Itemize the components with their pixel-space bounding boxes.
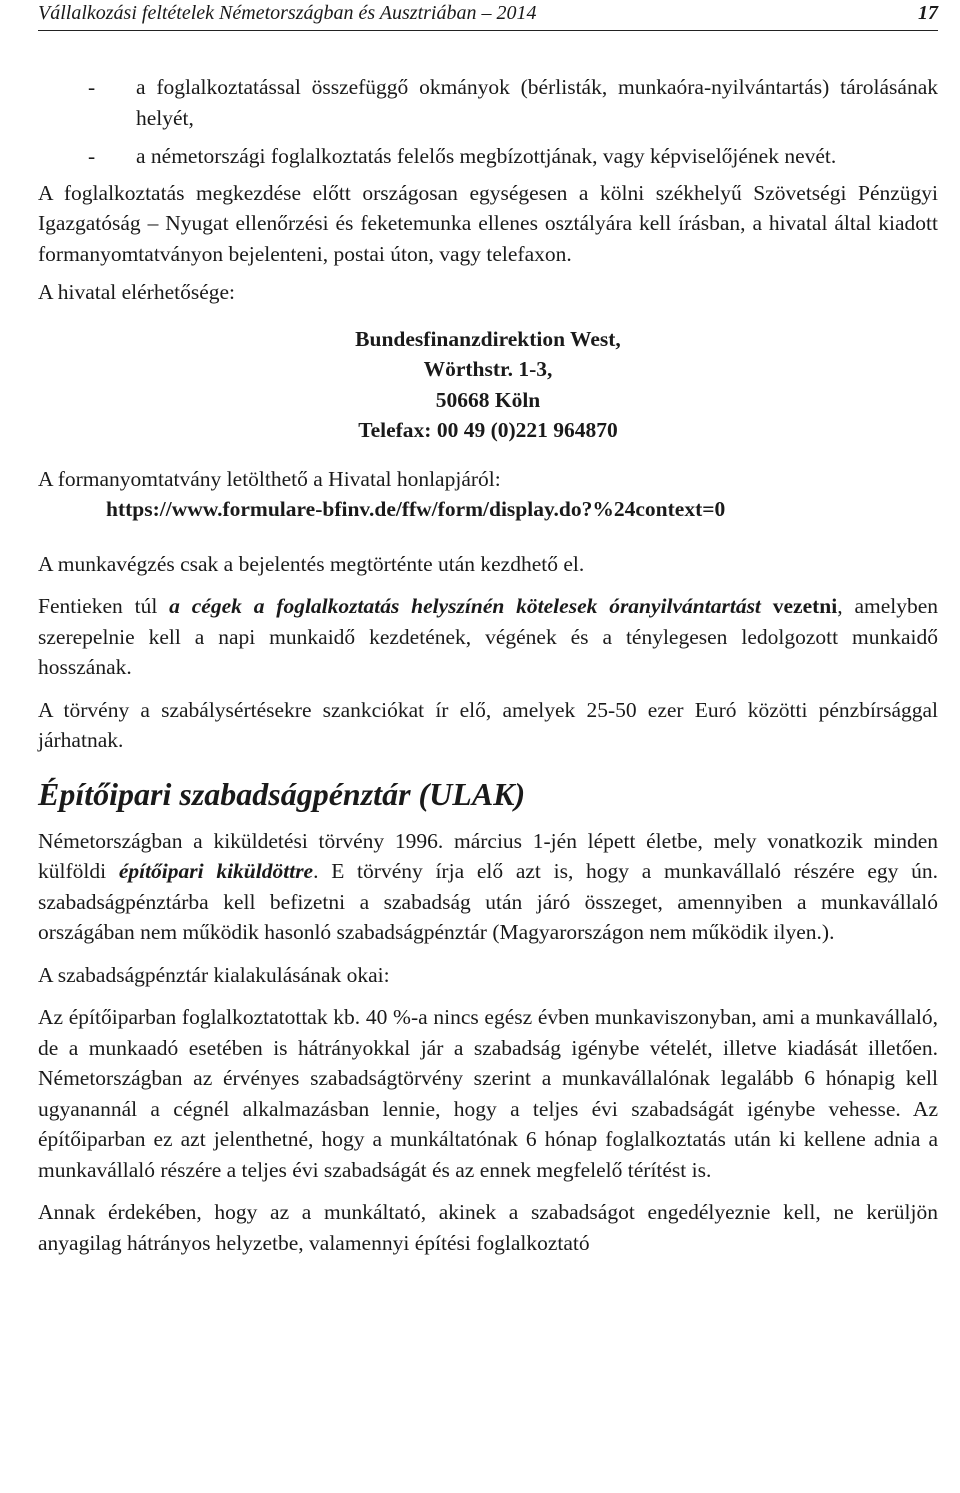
list-item-text: a foglalkoztatással összefüggő okmányok (bérlisták, munkaóra-nyilvántartás) tárolásának helyét, (136, 75, 938, 130)
bullet-dash: - (88, 144, 96, 168)
paragraph-registration: A foglalkoztatás megkezdése előtt országosan egységesen a kölni székhelyű Szövetségi Pénzügyi Igazgatóság – Nyugat ellenőrzési és feketemunka ellenes osztályára kell írásban, a hivatal által kiadott formanyomtatványon bejelenteni, postai úton, vagy telefaxon. (38, 180, 938, 266)
page-header (38, 0, 938, 31)
reasons-label: A szabadságpénztár kialakulásának okai: (38, 962, 390, 987)
header-title: Vállalkozási feltételek Németországban és Ausztriában – 2014 (38, 2, 537, 24)
list-item (38, 141, 938, 172)
page-number: 17 (918, 2, 938, 24)
text-post: , amelyben szerepelnie kell a napi munkaidő kezdetének, végének és a ténylegesen ledolgozott munkaidő hosszának. (38, 594, 939, 679)
address-block (38, 324, 938, 446)
text-post: . E törvény írja elő azt is, hogy a munkavállaló részére egy ún. szabadságpénztárba kell befizetni a szabadság után járó összeget, amennyiben a munkavállaló országában nem működik hasonló szabadságpénztár (Magyarországon nem működik ilyen.). (38, 859, 938, 944)
text-pre: Németországban a kiküldetési törvény 1996. március 1-jén lépett életbe, mely vonatkozik minden külföldi (38, 828, 938, 883)
bullet-dash: - (88, 75, 96, 99)
form-url-link[interactable]: https://www.formulare-bfinv.de/ffw/form/display.do?%24context=0 (106, 497, 726, 521)
paragraph-reasons: Az építőiparban foglalkoztatottak kb. 40 %-a nincs egész évben munkaviszonyban, ami a munkavállaló, de a munkaadó esetében is hátrányokkal jár a szabadság igénybe vételét, illetve kiadását illetően. Németországban az érvényes szabadságtörvény szerint a munkavállalónak legalább 6 hónapig kell ugyanannál a cégnél alkalmazásban lennie, hogy a teljes évi szabadságát igénybe vehesse. Az építőiparban ez azt jelenthetné, hogy a munkáltatónak 6 hónap foglalkoztatás után ki kellene adnia a munkavállaló részére a teljes évi szabadságát és az ennek megfelelő térítést is. (38, 1005, 938, 1182)
paragraph-time-records (38, 591, 938, 683)
text-bold: vezetni (772, 594, 838, 618)
address-line-3: 50668 Köln (435, 387, 541, 412)
address-line-1: Bundesfinanzdirektion West, (355, 326, 621, 351)
contact-label: A hivatal elérhetősége: (38, 280, 236, 304)
text-emphasis: a cégek a foglalkoztatás helyszínén kötelesek óranyilvántartást (169, 594, 761, 618)
list-item (38, 72, 938, 133)
paragraph-last: Annak érdekében, hogy az a munkáltató, akinek a szabadságot engedélyeznie kell, ne kerüljön anyagilag hátrányos helyzetbe, valamennyi építési foglalkoztató (38, 1200, 938, 1255)
list-item-text: a németországi foglalkoztatás felelős megbízottjának, vagy képviselőjének nevét. (136, 144, 837, 168)
page-body (38, 72, 938, 1258)
form-label: A formanyomtatvány letölthető a Hivatal honlapjáról: (38, 466, 501, 491)
paragraph-fines: A törvény a szabálysértésekre szankciókat ír elő, amelyek 25-50 ezer Euró közötti pénzbírsággal járhatnak. (38, 697, 938, 752)
section-title: Építőipari szabadságpénztár (ULAK) (38, 775, 526, 812)
address-fax: Telefax: 00 49 (0)221 964870 (358, 418, 618, 442)
address-line-2: Wörthstr. 1-3, (423, 357, 553, 381)
text-emphasis: építőipari kiküldöttre (118, 859, 314, 883)
paragraph-start-work: A munkavégzés csak a bejelentés megtörténte után kezdhető el. (38, 551, 585, 576)
paragraph-ulak (38, 826, 938, 948)
text-pre: Fentieken túl (38, 594, 170, 618)
